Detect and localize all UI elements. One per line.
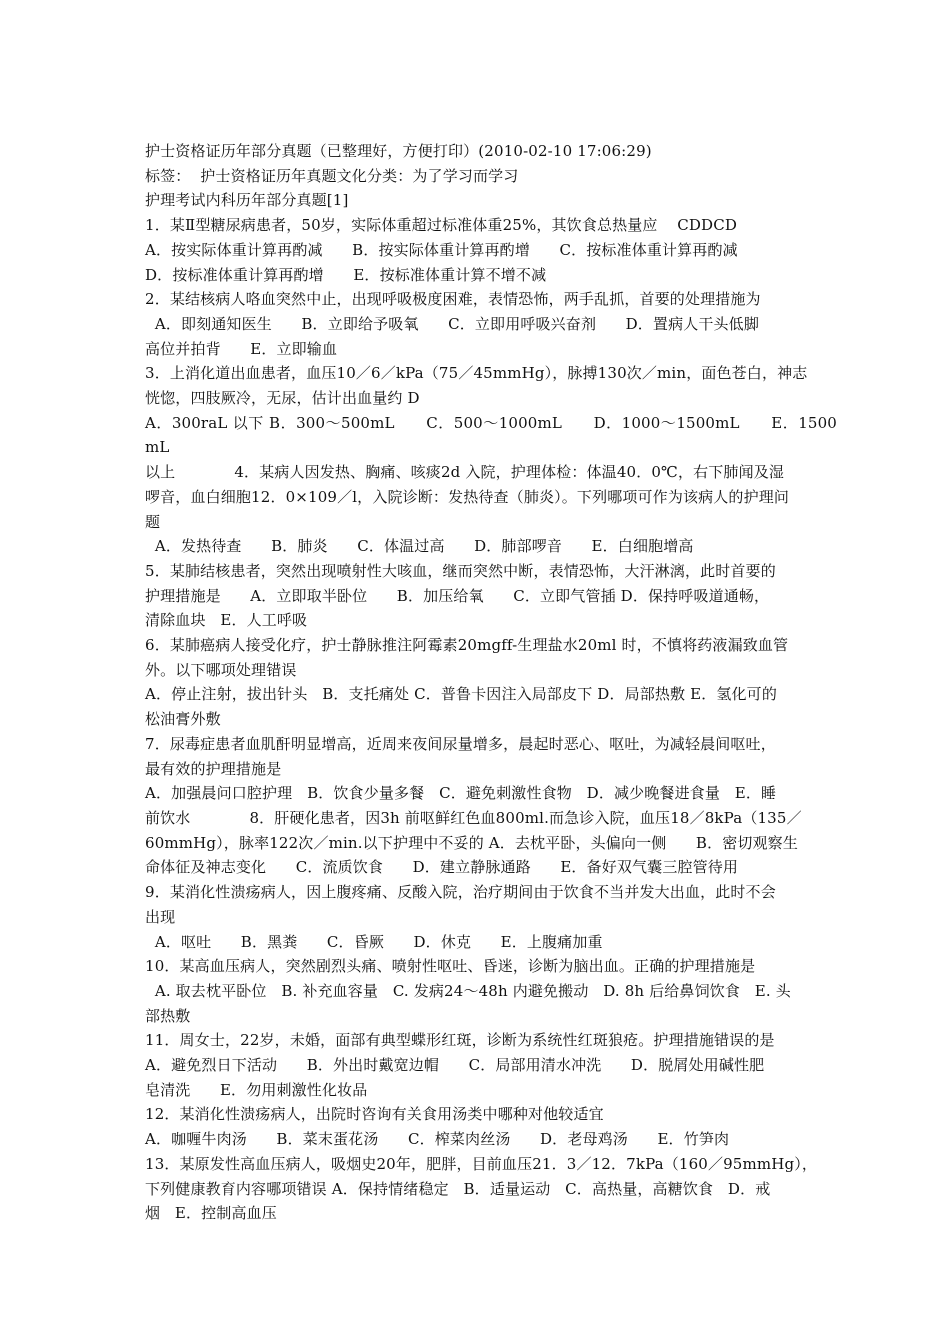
document-text-line: 9．某消化性溃疡病人，因上腹疼痛、反酸入院，治疗期间由于饮食不当并发大出血，此时不会 — [145, 883, 776, 902]
document-text-line: 以上 4．某病人因发热、胸痛、咳痰2d 入院，护理体检：体温40．0℃，右下肺闻及湿 — [145, 463, 785, 482]
document-text-line: 护士资格证历年部分真题（已整理好，方便打印）(2010-02-10 17:06:29) — [145, 142, 652, 160]
document-text-line: A．即刻通知医生 B．立即给予吸氧 C．立即用呼吸兴奋剂 D．置病人干头低脚 — [145, 314, 759, 333]
document-text-line: 最有效的护理措施是 — [145, 759, 282, 778]
document-text-line: A．按实际体重计算再酌减 B．按实际体重计算再酌增 C．按标准体重计算再酌减 — [145, 240, 738, 259]
document-text-line: 出现 — [145, 907, 176, 926]
document-text-line: 3．上消化道出血患者，血压10／6／kPa（75／45mmHg），脉搏130次／min，面色苍白，神志 — [145, 364, 808, 383]
document-text-line: 11．周女士，22岁，未婚，面部有典型蝶形红斑，诊断为系统性红斑狼疮。护理措施错误的是 — [145, 1031, 775, 1050]
document-text-line: A．避免烈日下活动 B．外出时戴宽边帽 C．局部用清水冲洗 D．脱屑处用碱性肥 — [145, 1056, 765, 1075]
document-body — [145, 139, 837, 1226]
document-text-line: 护理考试内科历年部分真题[1] — [145, 191, 349, 210]
document-text-line: A．停止注射，拔出针头 B．支托痛处 C．普鲁卡因注入局部皮下 D．局部热敷 E．氢化可的 — [145, 685, 777, 704]
document-text-line: 啰音，血白细胞12．0×109／l，入院诊断：发热待查（肺炎）。下列哪项可作为该病人的护理问 — [145, 487, 790, 506]
document-text-line: 前饮水 8．肝硬化患者，因3h 前呕鲜红色血800ml.而急诊入院，血压18／8kPa（135／ — [145, 808, 802, 827]
document-text-line: 护理措施是 A．立即取半卧位 B．加压给氧 C．立即气管插 D．保持呼吸道通畅， — [145, 586, 770, 605]
document-text-line: A．300raL 以下 B．300～500mL C．500～1000mL D．1000～1500mL E．1500mL — [145, 413, 837, 457]
document-text-line: A．呕吐 B．黑粪 C．昏厥 D．休克 E．上腹痛加重 — [145, 932, 603, 951]
document-text-line: 12．某消化性溃疡病人，出院时咨询有关食用汤类中哪种对他较适宜 — [145, 1105, 604, 1124]
document-text-line: 高位并拍背 E．立即输血 — [145, 339, 338, 358]
document-text-line: 外。以下哪项处理错误 — [145, 660, 297, 679]
document-text-line: 命体征及神志变化 C．流质饮食 D．建立静脉通路 E．备好双气囊三腔管待用 — [145, 858, 739, 877]
document-text-line: A．发热待查 B．肺炎 C．体温过高 D．肺部啰音 E．白细胞增高 — [145, 537, 694, 556]
document-text-line: 下列健康教育内容哪项错误 A．保持情绪稳定 B．适量运动 C．高热量，高糖饮食 D．戒 — [145, 1179, 771, 1198]
document-text-line: 标签： 护士资格证历年真题文化分类：为了学习而学习 — [145, 166, 519, 185]
document-text-line: 恍惚，四肢厥冷，无尿，估计出血量约 D — [145, 389, 420, 408]
document-text-line: 6．某肺癌病人接受化疗，护士静脉推注阿霉素20mgff-生理盐水20ml 时，不慎将药液漏致血管 — [145, 636, 789, 655]
document-text-line: A. 取去枕平卧位 B. 补充血容量 C. 发病24～48h 内避免搬动 D. 8h 后给鼻饲饮食 E. 头 — [145, 981, 791, 1000]
document-text-line: 60mmHg），脉率122次／min.以下护理中不妥的 A．去枕平卧，头偏向一侧 B．密切观察生 — [145, 833, 798, 852]
document-text-line: 皂清洗 E．勿用刺激性化妆品 — [145, 1080, 368, 1099]
document-text-line: 清除血块 E．人工呼吸 — [145, 611, 308, 630]
document-text-line: A．咖喱牛肉汤 B．菜末蛋花汤 C．榨菜肉丝汤 D．老母鸡汤 E．竹笋肉 — [145, 1130, 730, 1149]
document-text-line: 烟 E．控制高血压 — [145, 1204, 277, 1223]
document-text-line: 松油膏外敷 — [145, 710, 221, 729]
document-text-line: 7．尿毒症患者血肌酐明显增高，近周来夜间尿量增多，晨起时恶心、呕吐，为减轻晨间呕吐， — [145, 734, 776, 753]
document-text-line: D．按标准体重计算再酌增 E．按标准体重计算不增不减 — [145, 265, 547, 284]
document-text-line: 5．某肺结核患者，突然出现喷射性大咳血，继而突然中断，表情恐怖，大汗淋漓，此时首要的 — [145, 561, 776, 580]
document-text-line: 部热敷 — [145, 1006, 191, 1025]
document-text-line: 题 — [145, 512, 161, 531]
document-text-line: 2．某结核病人咯血突然中止，出现呼吸极度困难，表情恐怖，两手乱抓，首要的处理措施为 — [145, 290, 761, 309]
document-text-line: A．加强晨问口腔护理 B．饮食少量多餐 C．避免刺激性食物 D．减少晚餐进食量 E．睡 — [145, 784, 777, 803]
document-text-line: 13．某原发性高血压病人，吸烟史20年，肥胖，目前血压21．3／12．7kPa（160／95mmHg）， — [145, 1154, 818, 1173]
document-text-line: 1．某Ⅱ型糖尿病患者，50岁，实际体重超过标准体重25%，其饮食总热量应 CDDCD — [145, 216, 738, 235]
document-text-line: 10．某高血压病人，突然剧烈头痛、喷射性呕吐、昏迷，诊断为脑出血。正确的护理措施是 — [145, 957, 756, 976]
